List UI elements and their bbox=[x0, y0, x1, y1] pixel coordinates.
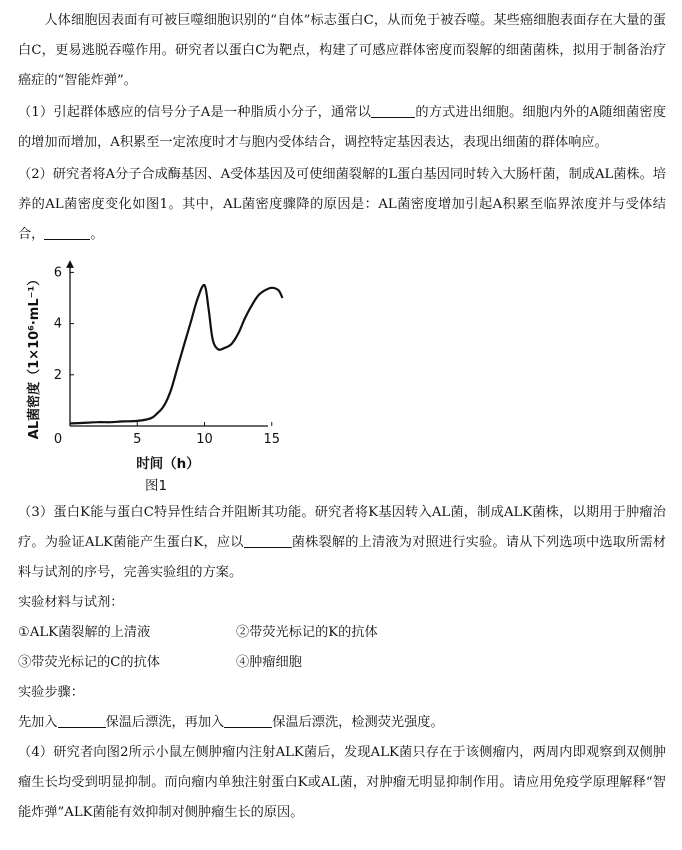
option-1: ①ALK菌裂解的上清液 bbox=[18, 625, 151, 640]
x-axis-label: 时间（h） bbox=[136, 456, 200, 472]
al-density-chart bbox=[18, 258, 281, 498]
q2-end: 。 bbox=[90, 227, 104, 242]
steps-title: 实验步骤： bbox=[18, 685, 84, 700]
option-3: ③带荧光标记的C的抗体 bbox=[18, 655, 160, 670]
figure-1 bbox=[18, 258, 281, 498]
chart-series bbox=[70, 285, 283, 423]
x-tick-label: 15 bbox=[263, 432, 281, 447]
question-3 bbox=[18, 498, 666, 588]
steps-text-b: 保温后漂洗，再加入 bbox=[105, 715, 225, 730]
materials-title: 实验材料与试剂： bbox=[18, 595, 124, 610]
q3-control-blank[interactable] bbox=[244, 533, 292, 548]
question-2 bbox=[18, 160, 666, 250]
y-tick-label: 2 bbox=[53, 367, 62, 383]
q1-text-a: （1）引起群体感应的信号分子A是一种脂质小分子，通常以 bbox=[18, 105, 372, 120]
y-axis-label: AL菌密度（1×10⁶·mL⁻¹） bbox=[27, 272, 42, 440]
chart-axes bbox=[70, 264, 268, 426]
steps-text-a: 先加入 bbox=[18, 715, 58, 730]
q1-answer-blank[interactable] bbox=[371, 103, 415, 118]
q3-text-b: 菌株裂解的上清液为对照进行实验。请从下列选项中选取所需材料与试剂的序号，完善实验组的方案。 bbox=[18, 535, 667, 580]
chart-ticks bbox=[54, 265, 280, 447]
question-4 bbox=[18, 738, 666, 828]
x-tick-label: 0 bbox=[53, 432, 63, 447]
steps-text-c: 保温后漂洗，检测荧光强度。 bbox=[272, 715, 444, 730]
option-4: ④肿瘤细胞 bbox=[236, 655, 302, 670]
q2-answer-blank[interactable] bbox=[44, 225, 90, 240]
experiment-steps bbox=[18, 708, 666, 738]
x-tick-label: 5 bbox=[133, 432, 142, 447]
figure-caption: 图1 bbox=[144, 478, 168, 494]
steps-blank-1[interactable] bbox=[58, 713, 106, 728]
q2-text: （2）研究者将A分子合成酶基因、A受体基因及可使细菌裂解的L蛋白基因同时转入大肠杆菌，制成AL菌株。培养的AL菌密度变化如图1。其中，AL菌密度骤降的原因是：AL菌密度增加引起A积累至临界浓度并与受体结合， bbox=[18, 167, 666, 242]
q3-text-a: （3）蛋白K能与蛋白C特异性结合并阻断其功能。研究者将K基因转入AL菌，制成ALK菌株，以期用于肿瘤治疗。为验证ALK菌能产生蛋白K，应以 bbox=[18, 505, 666, 550]
question-1 bbox=[18, 98, 666, 158]
intro-paragraph bbox=[18, 6, 666, 96]
steps-blank-2[interactable] bbox=[224, 713, 272, 728]
density-curve bbox=[70, 285, 283, 423]
q1-text-b: 的方式进出细胞。细胞内外的A随细菌密度的增加而增加，A积累至一定浓度时才与胞内受体结合，调控特定基因表达，表现出细菌的群体响应。 bbox=[18, 105, 666, 150]
x-tick-label: 10 bbox=[196, 432, 213, 447]
intro-text: 人体细胞因表面有可被巨噬细胞识别的“自体”标志蛋白C，从而免于被吞噬。某些癌细胞表面存在大量的蛋白C，更易逃脱吞噬作用。研究者以蛋白C为靶点，构建了可感应群体密度而裂解的细菌菌株，拟用于制备治疗癌症的“智能炸弹”。 bbox=[18, 13, 666, 88]
option-2: ②带荧光标记的K的抗体 bbox=[236, 625, 378, 640]
y-tick-label: 4 bbox=[53, 316, 62, 332]
q4-text: （4）研究者向图2所示小鼠左侧肿瘤内注射ALK菌后，发现ALK菌只存在于该侧瘤内，两周内即观察到双侧肿瘤生长均受到明显抑制。而向瘤内单独注射蛋白K或AL菌，对肿瘤无明显抑制作用。请应用免疫学原理解释“智能炸弹”ALK菌能有效抑制对侧肿瘤生长的原因。 bbox=[18, 745, 666, 820]
y-tick-label: 6 bbox=[53, 265, 62, 281]
